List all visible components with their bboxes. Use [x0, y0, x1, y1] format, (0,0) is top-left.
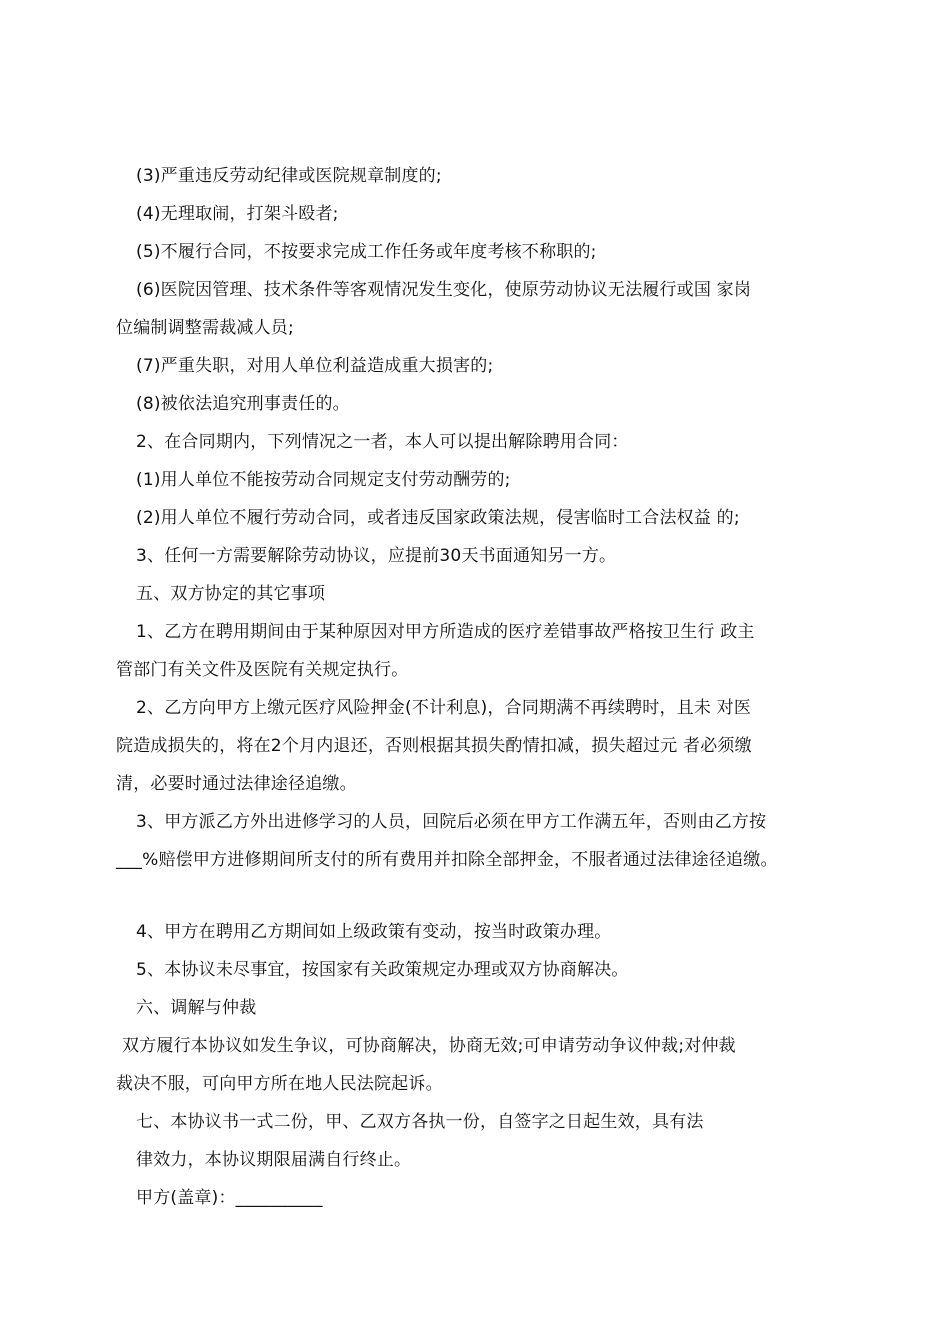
item-1-line-2: 管部门有关文件及医院有关规定执行。: [116, 660, 409, 680]
party-a-signature-line: 甲方(盖章)：__________: [136, 1188, 323, 1208]
item-1-line-1: 1、乙方在聘用期间由于某种原因对甲方所造成的医疗差错事故严格按卫生行 政主: [136, 622, 755, 642]
arbitration-line-1: 双方履行本协议如发生争议，可协商解决，协商无效;可申请劳动争议仲裁;对仲裁: [122, 1036, 736, 1056]
section-7-line-1: 七、本协议书一式二份，甲、乙双方各执一份，自签字之日起生效，具有法: [136, 1112, 704, 1132]
clause-7: (7)严重失职，对用人单位利益造成重大损害的;: [136, 356, 494, 376]
item-5: 5、本协议未尽事宜，按国家有关政策规定办理或双方协商解决。: [136, 960, 629, 980]
item-2-line-1: 2、乙方向甲方上缴元医疗风险押金(不计利息)，合同期满不再续聘时，且未 对医: [136, 698, 752, 718]
item-4: 4、甲方在聘用乙方期间如上级政策有变动，按当时政策办理。: [136, 922, 612, 942]
employee-clause-2: (2)用人单位不履行劳动合同，或者违反国家政策法规，侵害临时工合法权益 的;: [136, 508, 740, 528]
item-3-line-1: 3、甲方派乙方外出进修学习的人员，回院后必须在甲方工作满五年，否则由乙方按: [136, 812, 767, 832]
clause-3: (3)严重违反劳动纪律或医院规章制度的;: [136, 166, 442, 186]
section-7-line-2: 律效力，本协议期限届满自行终止。: [136, 1150, 412, 1170]
clause-6-line-1: (6)医院因管理、技术条件等客观情况发生变化，使原劳动协议无法履行或国 家岗: [136, 280, 752, 300]
section-5-title: 五、双方协定的其它事项: [136, 584, 326, 604]
employee-clause-1: (1)用人单位不能按劳动合同规定支付劳动酬劳的;: [136, 470, 511, 490]
clause-4: (4)无理取闹，打架斗殴者;: [136, 204, 339, 224]
clause-8: (8)被依法追究刑事责任的。: [136, 394, 350, 414]
clause-5: (5)不履行合同，不按要求完成工作任务或年度考核不称职的;: [136, 242, 597, 262]
notice-clause: 3、任何一方需要解除劳动协议，应提前30天书面通知另一方。: [136, 546, 617, 566]
item-3-line-2: ___%赔偿甲方进修期间所支付的所有费用并扣除全部押金，不服者通过法律途径追缴。: [116, 850, 778, 870]
clause-6-line-2: 位编制调整需裁减人员;: [116, 318, 294, 338]
item-2-line-2: 院造成损失的，将在2个月内退还，否则根据其损失酌情扣减，损失超过元 者必须缴: [116, 736, 752, 756]
section-6-title: 六、调解与仲裁: [136, 998, 257, 1018]
arbitration-line-2: 裁决不服，可向甲方所在地人民法院起诉。: [116, 1074, 443, 1094]
section-2-heading: 2、在合同期内，下列情况之一者，本人可以提出解除聘用合同：: [136, 432, 629, 452]
item-2-line-3: 清，必要时通过法律途径追缴。: [116, 774, 357, 794]
